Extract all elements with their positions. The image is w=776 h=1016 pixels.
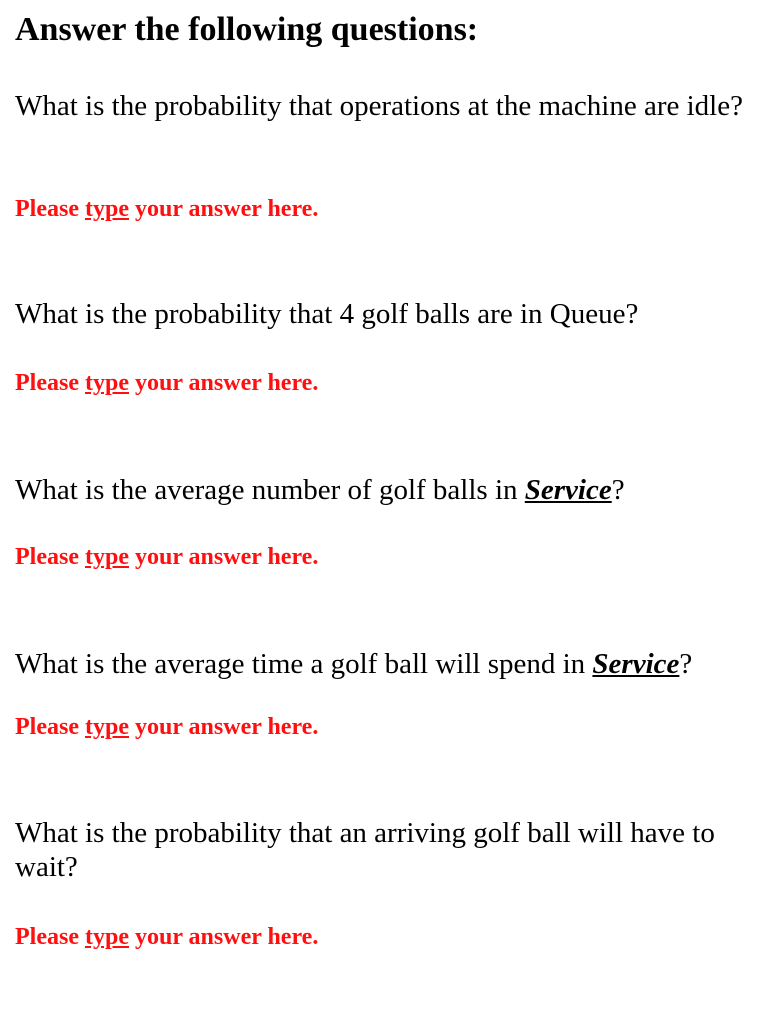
question-5-text: What is the probability that an arriving golf ball will have to wait? — [15, 817, 715, 883]
question-4 — [15, 647, 755, 681]
question-5 — [15, 816, 755, 884]
answer-prompt-prefix: Please — [15, 196, 85, 222]
question-3-suffix: ? — [611, 474, 625, 506]
answer-prompt-suffix: your answer here. — [128, 544, 319, 570]
answer-prompt-prefix: Please — [15, 544, 85, 570]
answer-field-2[interactable] — [15, 368, 318, 398]
answer-field-5[interactable] — [15, 922, 318, 952]
answer-prompt-suffix: your answer here. — [128, 924, 319, 950]
question-1 — [15, 89, 755, 123]
question-3-text: What is the average number of golf balls in — [15, 474, 525, 506]
answer-prompt-type: type — [84, 924, 129, 950]
question-2-text: What is the probability that 4 golf balls are in Queue? — [15, 298, 639, 330]
question-4-emphasis: Service — [592, 648, 680, 680]
answer-prompt-prefix: Please — [15, 714, 85, 740]
answer-prompt-type: type — [84, 196, 129, 222]
answer-prompt-suffix: your answer here. — [128, 370, 319, 396]
answer-prompt-type: type — [84, 370, 129, 396]
answer-prompt-suffix: your answer here. — [128, 196, 319, 222]
answer-prompt-type: type — [84, 544, 129, 570]
question-3-emphasis: Service — [524, 474, 612, 506]
answer-field-4[interactable] — [15, 712, 318, 742]
question-3 — [15, 473, 755, 507]
question-1-text: What is the probability that operations at the machine are idle? — [15, 90, 743, 122]
page-heading: Answer the following questions: — [15, 11, 479, 48]
question-4-suffix: ? — [679, 648, 693, 680]
answer-prompt-prefix: Please — [15, 924, 85, 950]
answer-prompt-suffix: your answer here. — [128, 714, 319, 740]
answer-prompt-prefix: Please — [15, 370, 85, 396]
answer-field-3[interactable] — [15, 542, 318, 572]
question-4-text: What is the average time a golf ball will spend in — [15, 648, 593, 680]
question-2 — [15, 297, 755, 331]
answer-prompt-type: type — [84, 714, 129, 740]
answer-field-1[interactable] — [15, 194, 318, 224]
